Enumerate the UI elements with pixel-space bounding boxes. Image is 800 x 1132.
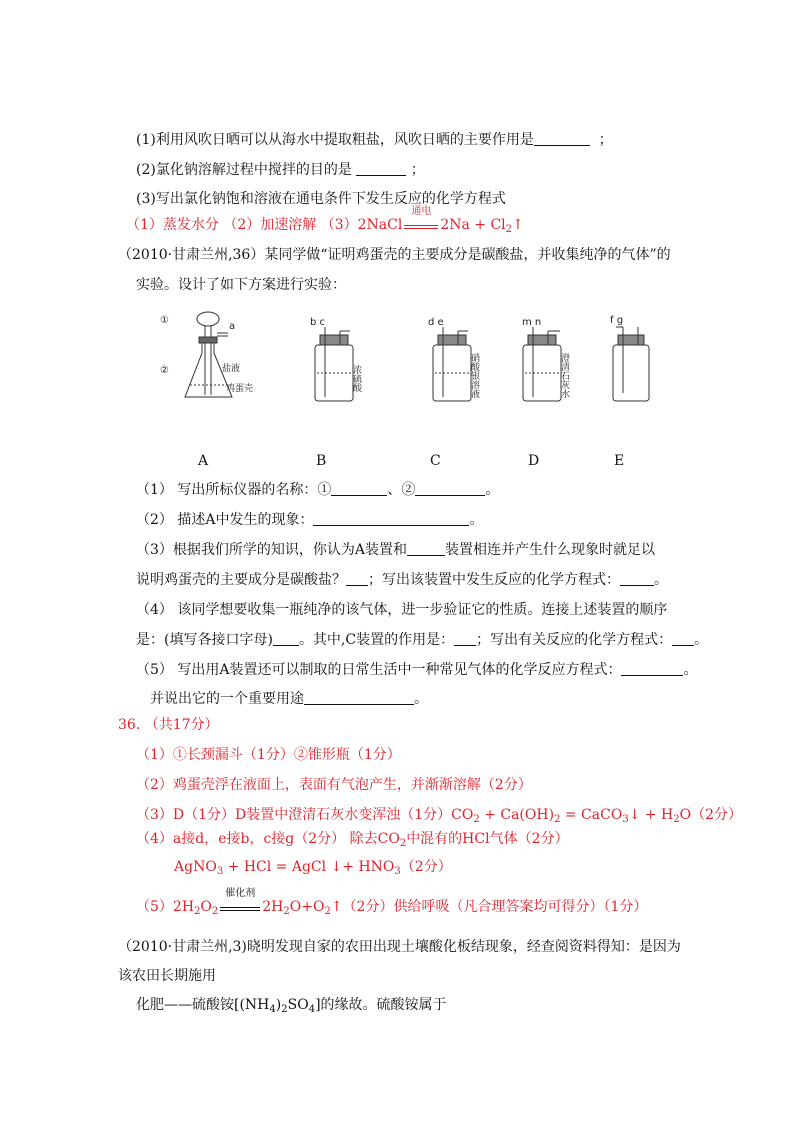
q3-line3-b: ) (275, 997, 282, 1013)
label-a-liquid: 盐液 (222, 364, 241, 374)
q36-part5-line2 (150, 690, 428, 708)
answer36-1: （1）①长颈漏斗（1分）②锥形瓶（1分） (136, 747, 401, 763)
label-mark-2: ② (160, 365, 169, 376)
label-b-liquid: 浓硫酸 (351, 365, 361, 392)
salt-q3: (3)写出氯化钠饱和溶液在通电条件下发生反应的化学方程式 (136, 191, 506, 207)
q3-line3 (136, 996, 447, 1019)
answer-blank (407, 541, 445, 556)
answer-blank (356, 161, 406, 176)
q3-intro-1: （2010·甘肃兰州,3)晓明发现自家的农田出现土壤酸化板结现象，经查阅资料得知：是因为 (118, 939, 681, 955)
answer-blank (304, 690, 414, 705)
answer-blank (672, 631, 694, 646)
answer36-4-equation (174, 858, 452, 881)
a3-part-b: + Ca(OH) (479, 807, 555, 823)
answer-blank (621, 661, 683, 676)
answer36-5 (136, 888, 648, 921)
subscript: 2 (473, 814, 480, 825)
a5-part-b: O (200, 899, 212, 915)
condition-mark (404, 206, 438, 229)
ports-e: f g (610, 315, 624, 326)
salt-q1 (136, 131, 613, 149)
a4c-part-c: （2分） (400, 859, 452, 875)
subscript: 2 (211, 906, 219, 917)
part2-text: （2） 描述A中发生的现象： (136, 512, 314, 528)
label-d-liquid: 澄清石灰水 (559, 353, 569, 398)
label-a-solid: 鸡蛋壳 (226, 384, 254, 394)
subscript: 2 (281, 1004, 288, 1015)
q3-intro-2: 该农田长期施用 (118, 968, 216, 984)
answer36-4 (136, 830, 569, 853)
answer-blank (454, 631, 476, 646)
q36-part4-line1: （4） 该同学想要收集一瓶纯净的该气体，进一步验证它的性质。连接上述装置的顺序 (136, 602, 668, 618)
part3-end: 。 (654, 572, 668, 588)
q36-part4-line2 (136, 631, 708, 649)
part5-text-a: （5） 写出用A装置还可以制取的日常生活中一种常见气体的化学反应方程式： (136, 662, 622, 678)
apparatus-label-d: D (528, 453, 540, 469)
a4-part-b: 中混有的HCl气体（2分） (406, 831, 569, 847)
salt-q2-text: (2)氯化钠溶解过程中搅拌的目的是 (136, 162, 352, 178)
part4-end: 。 (694, 632, 709, 648)
catalyst-mark (220, 888, 260, 911)
subscript: 2 (399, 838, 407, 849)
a3-part-a: （3）D（1分）D装置中澄清石灰水变浑浊（1分）CO (136, 807, 474, 823)
a4c-part-a: AgNO (174, 859, 217, 875)
salt-q2: (2)氯化钠溶解过程中搅拌的目的是 ； (136, 162, 425, 178)
a4-part-a: （4）a接d，e接b，c接g（2分） 除去CO (136, 831, 400, 847)
ports-c: d e (428, 317, 444, 328)
answer36-head: 36. （共17分） (118, 717, 219, 733)
part2-end: 。 (469, 512, 484, 528)
a5-part-e: ↑（2分）供给呼吸（凡合理答案均可得分）（1分） (330, 899, 648, 915)
ports-b: b c (310, 317, 326, 328)
salt-q1-text: (1)利用风吹日晒可以从海水中提取粗盐，风吹日晒的主要作用是 (136, 132, 534, 148)
q36-part3-line2 (136, 571, 668, 589)
condition-text: 通电 (411, 206, 432, 217)
q3-line3-c: SO (287, 997, 309, 1013)
subscript: 2 (554, 814, 561, 825)
answer-blank (415, 481, 485, 496)
salt-q1-end: ； (598, 132, 613, 148)
ports-d: m n (522, 317, 542, 328)
q36-part3-line1 (136, 541, 655, 559)
apparatus-label-c: C (430, 453, 441, 469)
q3-line3-a: 化肥——硫酸铵[(NH (136, 997, 270, 1013)
part5-end-2: 。 (414, 691, 428, 707)
part3-text-a: （3）根据我们所学的知识，你认为A装置和 (136, 542, 408, 558)
port-a: a (229, 321, 236, 332)
subscript: 4 (269, 1004, 276, 1015)
a3-part-d: ↓ + H (628, 807, 674, 823)
part4-text-d: ；写出有关反应的化学方程式： (476, 632, 673, 648)
subscript: 2 (194, 906, 201, 917)
a4c-part-b: + HCl = AgCl ↓+ HNO (223, 859, 395, 875)
part3-text-c: 说明鸡蛋壳的主要成分是碳酸盐？ (136, 572, 346, 588)
label-mark-1: ① (160, 315, 169, 326)
subscript: 3 (216, 866, 224, 877)
answer-blank (331, 481, 387, 496)
subscript: 4 (308, 1004, 316, 1015)
q36-intro-1: （2010·甘肃兰州,36）某同学做“证明鸡蛋壳的主要成分是碳酸盐，并收集纯净的气体”的 (118, 247, 671, 263)
gas-arrow: ↑ (512, 217, 524, 233)
label-c-liquid: 硝酸银溶液 (469, 353, 479, 398)
subscript: 3 (394, 866, 401, 877)
q36-part5-line1 (136, 661, 697, 679)
answer-blank (313, 511, 469, 526)
subscript: 2 (283, 906, 290, 917)
subscript: 3 (622, 814, 629, 825)
q3-line3-d: ]的缘故。硫酸铵属于 (315, 997, 447, 1013)
subscript: 2 (505, 224, 513, 235)
answer36-3 (136, 806, 742, 829)
part3-text-d: ；写出该装置中发生反应的化学方程式： (368, 572, 620, 588)
part1-text: （1） 写出所标仪器的名称：① (136, 482, 332, 498)
a5-part-c: 2H (262, 899, 284, 915)
subscript: 2 (324, 906, 331, 917)
answer-blank (620, 571, 654, 586)
apparatus-figure (150, 305, 670, 415)
salt-answer (126, 206, 524, 239)
apparatus-label-b: B (316, 453, 327, 469)
answer36-2: （2）鸡蛋壳浮在液面上，表面有气泡产生，并渐渐溶解（2分） (136, 777, 532, 793)
q36-part2 (136, 511, 483, 529)
catalyst-text: 催化剂 (225, 888, 256, 899)
q36-intro-2: 实验。设计了如下方案进行实验： (136, 277, 346, 293)
part5-text-c: 并说出它的一个重要用途 (150, 691, 304, 707)
q36-part1 (136, 481, 499, 499)
answer-blank (346, 571, 368, 586)
part4-text-b: 是：(填写各接口字母) (136, 632, 273, 648)
part1-sep: 、② (387, 482, 416, 498)
subscript: 2 (673, 814, 680, 825)
a5-part-d: O+O (289, 899, 325, 915)
part1-end: 。 (485, 482, 500, 498)
a5-part-a: （5）2H (136, 899, 195, 915)
answer-blank (273, 631, 299, 646)
apparatus-label-a: A (198, 453, 209, 469)
part3-text-b: 装置相连并产生什么现象时就足以 (445, 542, 656, 558)
salt-answer-products: 2Na + Cl (440, 217, 506, 233)
a3-part-e: O（2分） (679, 807, 743, 823)
apparatus-label-e: E (614, 453, 625, 469)
part4-text-c: 。其中,C装置的作用是： (298, 632, 455, 648)
a3-part-c: = CaCO (560, 807, 623, 823)
salt-answer-text: （1）蒸发水分 （2）加速溶解 （3）2NaCl (126, 217, 403, 233)
answer-blank (534, 131, 590, 146)
part5-end: 。 (683, 662, 698, 678)
